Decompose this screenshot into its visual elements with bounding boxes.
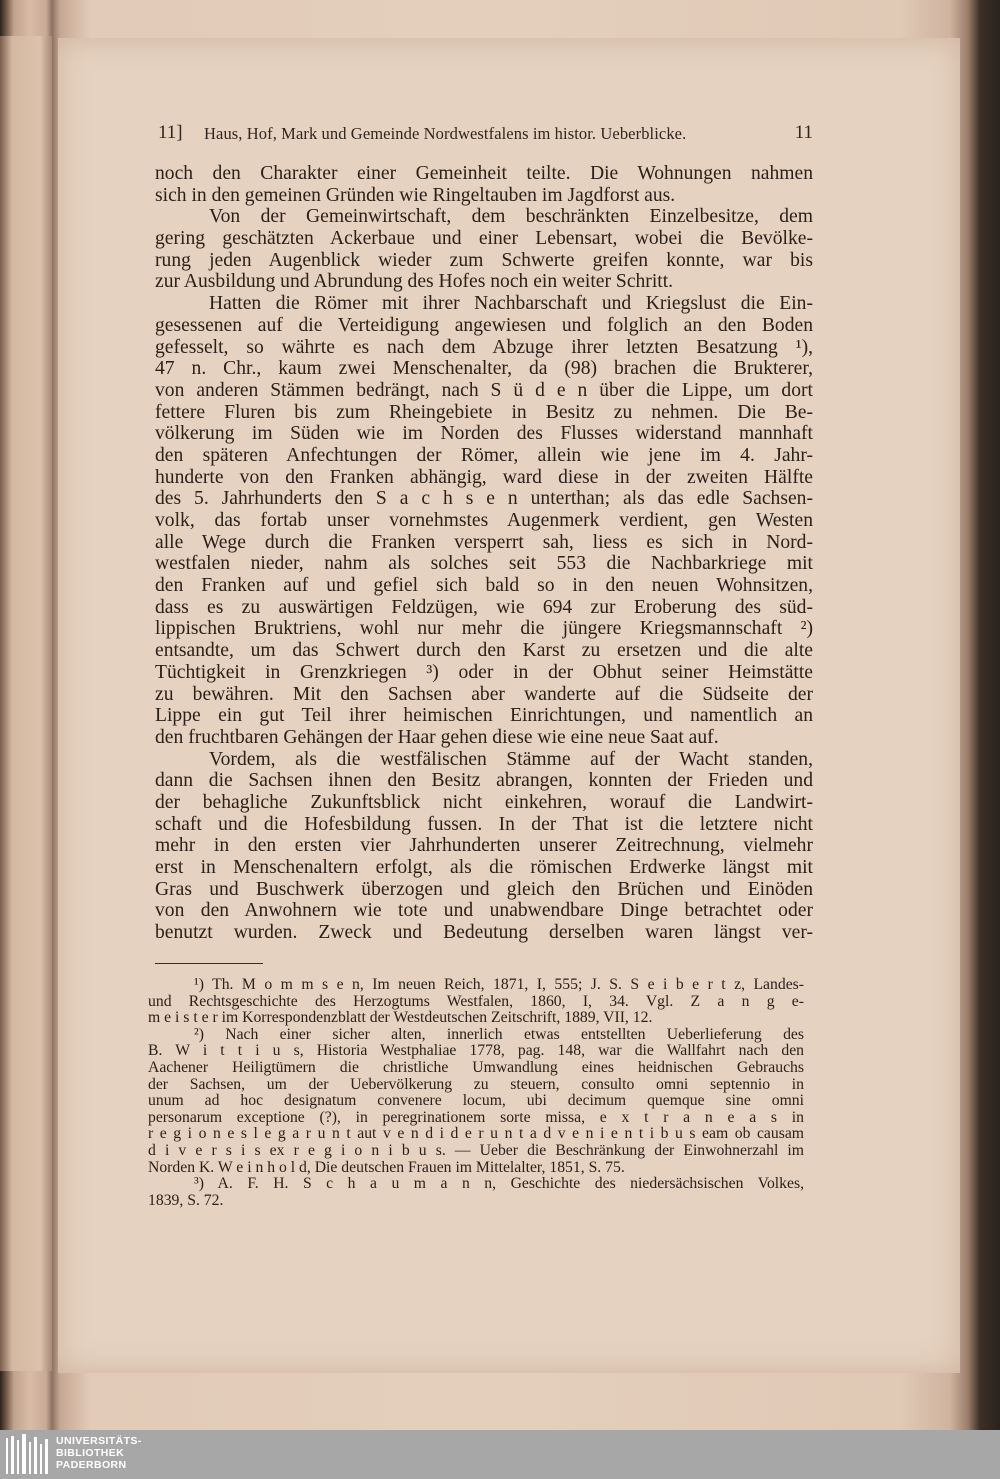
text-line: volk, das fortab unser vornehmstes Augenmerk verdient, gen Westen bbox=[155, 510, 813, 531]
text-line: völkerung im Süden wie im Norden des Flusses widerstand mannhaft bbox=[155, 423, 813, 445]
footnote-line: 1839, S. 72. bbox=[148, 1191, 224, 1209]
running-header bbox=[158, 122, 813, 148]
page-number-left: 11] bbox=[158, 122, 183, 143]
text-line: dann die Sachsen ihnen den Besitz abrangen, konnten der Frieden und bbox=[155, 770, 813, 792]
text-line: 47 n. Chr., kaum zwei Menschenalter, da (98) brachen die Brukterer, bbox=[155, 358, 813, 380]
text-line: Gras und Buschwerk überzogen und gleich den Brüchen und Einöden bbox=[155, 878, 813, 900]
footnote-line: der Sachsen, um der Uebervölkerung zu steuern, consulto omni septennio in bbox=[148, 1075, 804, 1093]
library-logo-text bbox=[56, 1435, 142, 1471]
footnote-line: personarum exceptione (?), in peregrinationem sorte missa, e x t r a n e a s in bbox=[148, 1108, 804, 1126]
text-line: Von der Gemeinwirtschaft, dem beschränkten Einzelbesitze, dem bbox=[209, 206, 813, 228]
footnote-line: d i v e r s i s ex r e g i o n i b u s. — Ueber die Beschränkung der Einwohnerzahl im bbox=[148, 1141, 804, 1159]
text-line: fettere Fluren bis zum Rheingebiete in Besitz zu nehmen. Die Be- bbox=[155, 401, 813, 423]
footnote-line: Aachener Heiligtümern die christliche Umwandlung eines heidnischen Gebrauchs bbox=[148, 1058, 804, 1076]
text-line: entsandte, um das Schwert durch den Karst zu ersetzen und die alte bbox=[155, 640, 813, 662]
text-line: von den Anwohnern wie tote und unabwendbare Dinge betrachtet oder bbox=[155, 900, 813, 922]
text-line: schaft und die Hofesbildung fussen. In der That ist die letztere nicht bbox=[155, 813, 813, 835]
text-line: den fruchtbaren Gehängen der Haar gehen diese wie eine neue Saat auf. bbox=[155, 726, 719, 748]
footnote-line: ²) Nach einer sicher alten, innerlich etwas entstellten Ueberlieferung des bbox=[194, 1025, 804, 1043]
library-logo-icon bbox=[6, 1434, 50, 1476]
footnote-line: unum ad hoc designatum convenere locum, ubi decimum quemque sine omni bbox=[148, 1092, 804, 1110]
footnote-line: und Rechtsgeschichte des Herzogtums Westfalen, 1860, I, 34. Vgl. Z a n g e- bbox=[148, 992, 804, 1010]
running-title: Haus, Hof, Mark und Gemeinde Nordwestfalens im histor. Ueberblicke. bbox=[204, 124, 687, 143]
footnote-line: ¹) Th. M o m m s e n, Im neuen Reich, 1871, I, 555; J. S. S e i b e r t z, Landes- bbox=[194, 976, 804, 993]
text-line: gering geschätzten Ackerbaue und einer Lebensart, wobei die Bevölke- bbox=[155, 228, 813, 250]
logo-line: BIBLIOTHEK bbox=[56, 1447, 125, 1459]
text-line: lippischen Bruktriens, wohl nur mehr die jüngere Kriegsmannschaft ²) bbox=[155, 618, 813, 640]
footnote-line: B. W i t t i u s, Historia Westphaliae 1778, pag. 148, war die Wallfahrt nach den bbox=[148, 1042, 804, 1060]
logo-line: UNIVERSITÄTS- bbox=[56, 1435, 142, 1447]
text-line: den späteren Anfechtungen der Römer, allein wie jene im 4. Jahr- bbox=[155, 444, 813, 466]
text-line: mehr in den ersten vier Jahrhunderten unserer Zeitrechnung, vielmehr bbox=[155, 835, 813, 857]
text-line: gesessenen auf die Verteidigung angewiesen und folglich an den Boden bbox=[155, 314, 813, 336]
text-line: sich in den gemeinen Gründen wie Ringeltauben im Jagdforst aus. bbox=[155, 184, 676, 206]
text-line: Tüchtigkeit in Grenzkriegen ³) oder in der Obhut seiner Heimstätte bbox=[155, 661, 813, 683]
text-line: erst in Menschenaltern erfolgt, als die römischen Erdwerke längst mit bbox=[155, 857, 813, 878]
text-line: benutzt wurden. Zweck und Bedeutung derselben waren längst ver- bbox=[155, 922, 813, 944]
footnote-line: r e g i o n e s l e g a r u n t aut v e n d i d e r u n t a d v e n i e n t i b u s eam ob causam bbox=[148, 1125, 804, 1143]
text-line: alle Wege durch die Franken versperrt sah, liess es sich in Nord- bbox=[155, 531, 813, 553]
text-line: von anderen Stämmen bedrängt, nach S ü d e n über die Lippe, um dort bbox=[155, 379, 813, 401]
footnote-line: m e i s t e r im Korrespondenzblatt der Westdeutschen Zeitschrift, 1889, VII, 12. bbox=[148, 1009, 653, 1027]
logo-line: PADERBORN bbox=[56, 1459, 127, 1471]
text-line: Hatten die Römer mit ihrer Nachbarschaft und Kriegslust die Ein- bbox=[209, 293, 813, 315]
text-line: Vordem, als die westfälischen Stämme auf der Wacht standen, bbox=[209, 748, 813, 770]
footnote-line: Norden K. W e i n h o l d, Die deutschen Frauen im Mittelalter, 1851, S. 75. bbox=[148, 1158, 625, 1176]
page-number-right: 11 bbox=[794, 122, 813, 143]
text-line: zu bewähren. Mit den Sachsen aber wanderte auf die Südseite der bbox=[155, 683, 813, 705]
text-line: hunderte von den Franken abhängig, ward diese in der zweiten Hälfte bbox=[155, 466, 813, 488]
text-line: dass es zu auswärtigen Feldzügen, wie 694 zur Eroberung des süd- bbox=[155, 596, 813, 618]
footnote-divider bbox=[155, 963, 263, 964]
text-line: Lippe ein gut Teil ihrer heimischen Einrichtungen, und namentlich an bbox=[155, 705, 813, 727]
text-line: rung jeden Augenblick wieder zum Schwerte greifen konnte, war bis bbox=[155, 249, 813, 271]
text-line: den Franken auf und gefiel sich bald so in den neuen Wohnsitzen, bbox=[155, 575, 813, 597]
text-line: der behagliche Zukunftsblick nicht einkehren, worauf die Landwirt- bbox=[155, 791, 813, 813]
library-footer-bar bbox=[0, 1430, 1000, 1479]
text-line: westfalen nieder, nahm als solches seit 553 die Nachbarkriege mit bbox=[155, 553, 813, 575]
text-line: gefesselt, so währte es nach dem Abzuge ihrer letzten Besatzung ¹), bbox=[155, 336, 813, 358]
text-line: noch den Charakter einer Gemeinheit teilte. Die Wohnungen nahmen bbox=[155, 163, 813, 184]
main-text bbox=[155, 163, 813, 944]
previous-page-edge bbox=[0, 36, 52, 1371]
text-line: des 5. Jahrhunderts den S a c h s e n unterthan; als das edle Sachsen- bbox=[155, 488, 813, 510]
footnotes bbox=[148, 977, 804, 1209]
text-line: zur Ausbildung und Abrundung des Hofes noch ein weiter Schritt. bbox=[155, 271, 674, 293]
footnote-line: ³) A. F. H. S c h a u m a n n, Geschichte des niedersächsischen Volkes, bbox=[194, 1175, 804, 1193]
